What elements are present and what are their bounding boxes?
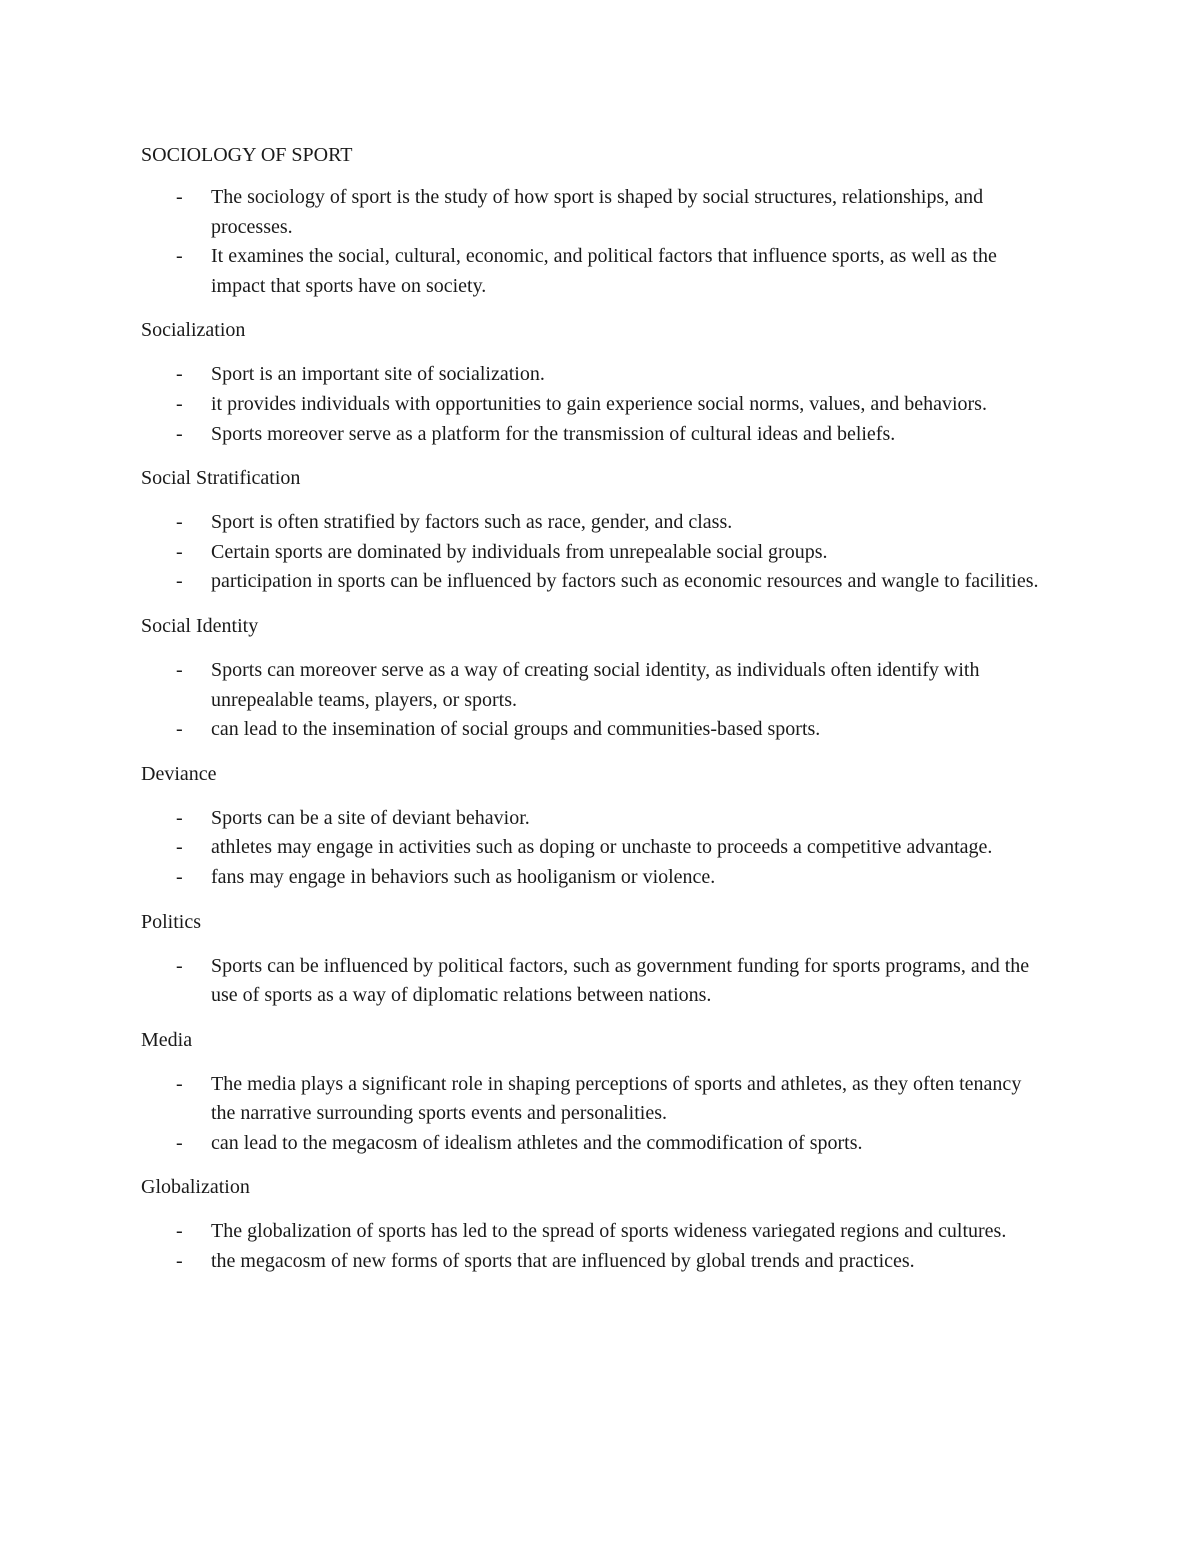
bullet-dash: - [176, 718, 183, 741]
list-item [141, 242, 1041, 301]
bullet-dash: - [176, 392, 183, 415]
bullet-dash: - [176, 865, 183, 888]
list-item [141, 183, 1041, 242]
bullet-dash: - [176, 1072, 183, 1095]
section-social-stratification [141, 464, 1080, 597]
list-item [141, 715, 1041, 745]
bullet-dash: - [176, 186, 183, 208]
list-item [141, 360, 1041, 390]
list-item [141, 390, 1041, 420]
bullet-list [141, 360, 1080, 449]
list-item [141, 538, 1041, 568]
section-heading: Social Identity [141, 614, 259, 637]
bullet-dash: - [176, 806, 183, 829]
section-heading: Deviance [141, 762, 217, 785]
bullet-dash: - [176, 363, 183, 386]
bullet-list [141, 1217, 1080, 1276]
section-heading: Media [141, 1028, 193, 1051]
bullet-text: Sports can moreover serve as a way of creating social identity, as individuals often identify with unrepealable teams, players, or sports. [211, 658, 980, 711]
list-item [141, 420, 1041, 450]
bullet-text: fans may engage in behaviors such as hooliganism or violence. [211, 865, 716, 888]
bullet-text: participation in sports can be influenced by factors such as economic resources and wangle to facilities. [211, 570, 1039, 593]
bullet-text: Sports moreover serve as a platform for the transmission of cultural ideas and beliefs. [211, 422, 896, 445]
intro-list [141, 183, 1080, 301]
section-social-identity [141, 612, 1080, 745]
list-item [141, 863, 1041, 893]
list-item [141, 1070, 1041, 1129]
bullet-text: Sports can be influenced by political factors, such as government funding for sports programs, and the use of sports as a way of diplomatic relations between nations. [211, 954, 1030, 1007]
section-socialization [141, 316, 1080, 449]
bullet-list [141, 1070, 1080, 1159]
bullet-text: The sociology of sport is the study of how sport is shaped by social structures, relationships, and processes. [211, 186, 984, 238]
bullet-text: Certain sports are dominated by individuals from unrepealable social groups. [211, 540, 828, 563]
bullet-list [141, 656, 1080, 745]
bullet-list [141, 952, 1080, 1011]
bullet-list [141, 804, 1080, 893]
bullet-text: Sports can be a site of deviant behavior. [211, 806, 530, 829]
bullet-text: Sport is often stratified by factors such as race, gender, and class. [211, 511, 733, 534]
section-heading: Socialization [141, 319, 246, 342]
bullet-text: Sport is an important site of socialization. [211, 363, 545, 386]
list-item [141, 804, 1041, 834]
bullet-dash: - [176, 1220, 183, 1243]
section-politics [141, 908, 1080, 1011]
bullet-dash: - [176, 245, 183, 268]
list-item [141, 1247, 1041, 1277]
section-media [141, 1026, 1080, 1159]
bullet-text: can lead to the insemination of social groups and communities-based sports. [211, 718, 821, 741]
section-heading: Politics [141, 910, 202, 933]
bullet-text: it provides individuals with opportunities to gain experience social norms, values, and behaviors. [211, 392, 987, 415]
bullet-list [141, 508, 1080, 597]
bullet-text: It examines the social, cultural, economic, and political factors that influence sports, as well as the impact that sports have on society. [211, 245, 997, 297]
list-item [141, 656, 1041, 715]
bullet-dash: - [176, 422, 183, 445]
bullet-text: The media plays a significant role in shaping perceptions of sports and athletes, as they often tenancy the narrative surrounding sports events and personalities. [211, 1072, 1022, 1125]
bullet-dash: - [176, 511, 183, 534]
bullet-dash: - [176, 540, 183, 563]
bullet-text: athletes may engage in activities such as doping or unchaste to proceeds a competitive advantage. [211, 836, 993, 859]
bullet-text: the megacosm of new forms of sports that are influenced by global trends and practices. [211, 1250, 915, 1273]
list-item [141, 833, 1041, 863]
bullet-dash: - [176, 658, 183, 681]
bullet-dash: - [176, 570, 183, 593]
list-item [141, 508, 1041, 538]
list-item [141, 1129, 1041, 1159]
list-item [141, 952, 1041, 1011]
section-globalization [141, 1173, 1080, 1276]
section-deviance [141, 760, 1080, 893]
list-item [141, 1217, 1041, 1247]
bullet-dash: - [176, 1250, 183, 1273]
bullet-dash: - [176, 1131, 183, 1154]
bullet-dash: - [176, 954, 183, 977]
bullet-text: The globalization of sports has led to the spread of sports wideness variegated regions and cultures. [211, 1220, 1007, 1243]
bullet-text: can lead to the megacosm of idealism athletes and the commodification of sports. [211, 1131, 863, 1154]
list-item [141, 567, 1041, 597]
section-heading: Globalization [141, 1176, 250, 1199]
document-title: SOCIOLOGY OF SPORT [141, 144, 353, 166]
section-heading: Social Stratification [141, 467, 301, 490]
bullet-dash: - [176, 836, 183, 859]
